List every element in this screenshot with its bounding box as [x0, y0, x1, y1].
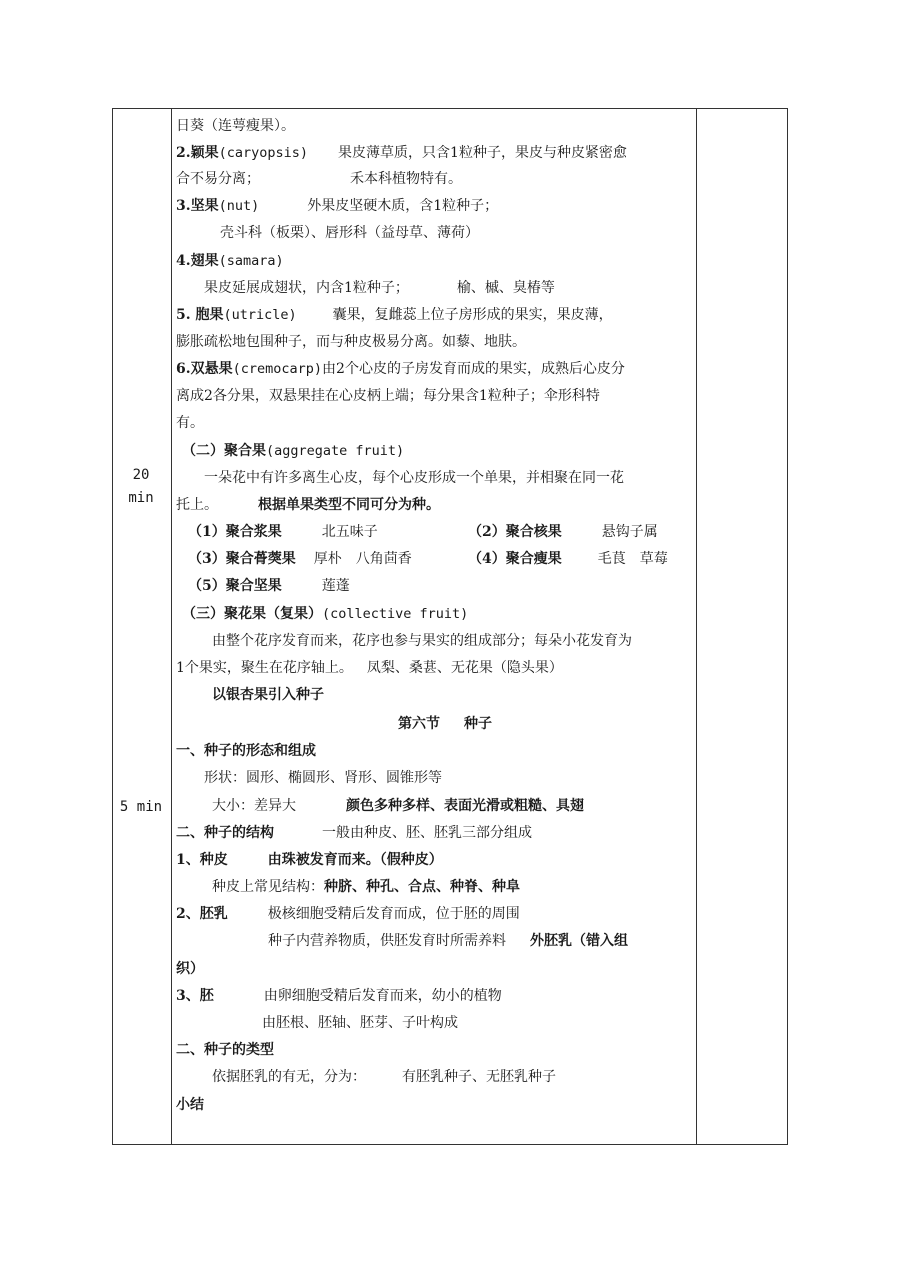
text-line: 5. 胞果(utricle) 囊果，复雌蕊上位子房形成的果实，果皮薄， [176, 307, 613, 323]
text-line: 膨胀疏松地包围种子，而与种皮极易分离。如藜、地肤。 [176, 334, 526, 350]
time-unit: min [128, 490, 154, 506]
text-line: 种子内营养物质，供胚发育时所需养料 外胚乳（错入组 [268, 933, 628, 949]
text-line: 2、胚乳 极核细胞受精后发育而成，位于胚的周围 [176, 906, 520, 922]
text-line: 托上。 根据单果类型不同可分为种。 [176, 497, 440, 513]
section-heading: 一、种子的形态和组成 [176, 743, 316, 759]
text-line: 织） [176, 961, 204, 977]
text-line: 依据胚乳的有无，分为： 有胚乳种子、无胚乳种子 [212, 1069, 556, 1085]
text-line: 果皮延展成翅状，内含1粒种子； 榆、槭、臭椿等 [204, 280, 555, 296]
text-line: 一朵花中有许多离生心皮，每个心皮形成一个单果，并相聚在同一花 [204, 470, 624, 486]
text-line: 大小：差异大 颜色多种多样、表面光滑或粗糙、具翅 [212, 798, 584, 814]
text-line: 3.坚果(nut) 外果皮坚硬木质，含1粒种子； [176, 198, 499, 214]
text-line: 3、胚 由卵细胞受精后发育而来，幼小的植物 [176, 988, 502, 1004]
text-line: 由整个花序发育而来，花序也参与果实的组成部分；每朵小花发育为 [212, 633, 632, 649]
chapter-heading: 第六节 种子 [398, 716, 492, 732]
text-line: （5）聚合坚果 莲蓬 [188, 578, 350, 594]
text-line: 小结 [176, 1097, 204, 1113]
text-line: 离成2各分果，双悬果挂在心皮柄上端；每分果含1粒种子；伞形科特 [176, 388, 600, 404]
text-line: 形状：圆形、椭圆形、肾形、圆锥形等 [204, 770, 442, 786]
time-value: 5 min [119, 799, 163, 815]
text-line: 有。 [176, 415, 204, 431]
text-line: 6.双悬果(cremocarp)由2个心皮的子房发育而成的果实，成熟后心皮分 [176, 361, 625, 377]
text-line: 壳斗科（板栗）、唇形科（益母草、薄荷） [220, 225, 479, 241]
time-cell-5min [112, 796, 170, 819]
text-line: 4.翅果(samara) [176, 253, 284, 269]
column-divider-time [171, 109, 172, 1144]
section-heading: （三）聚花果（复果）(collective fruit) [182, 606, 469, 622]
text-line: 2.颖果(caryopsis) 果皮薄草质，只含1粒种子，果皮与种皮紧密愈 [176, 145, 627, 161]
text-line: 1、种皮 由珠被发育而来。（假种皮） [176, 852, 443, 868]
text-line: 合不易分离； 禾本科植物特有。 [176, 171, 462, 187]
column-divider-notes [696, 109, 697, 1144]
text-line: 日葵（连萼瘦果）。 [176, 118, 295, 134]
section-heading: 二、种子的类型 [176, 1042, 274, 1058]
text-line: （3）聚合蓇葖果 厚朴 八角茴香 [188, 551, 412, 567]
text-line: （4）聚合瘦果 毛茛 草莓 [468, 551, 668, 567]
text-line: 1个果实，聚生在花序轴上。 凤梨、桑葚、无花果（隐头果） [176, 660, 563, 676]
text-line: 以银杏果引入种子 [212, 687, 324, 703]
time-cell-20min [112, 464, 170, 510]
section-heading: 二、种子的结构 一般由种皮、胚、胚乳三部分组成 [176, 825, 532, 841]
text-line: （2）聚合核果 悬钩子属 [468, 524, 658, 540]
text-line: 由胚根、胚轴、胚芽、子叶构成 [262, 1015, 458, 1031]
text-line: （1）聚合浆果 北五味子 [188, 524, 378, 540]
text-line: 种皮上常见结构：种脐、种孔、合点、种脊、种阜 [212, 879, 520, 895]
time-value: 20 [132, 467, 150, 483]
section-heading: （二）聚合果(aggregate fruit) [182, 443, 405, 459]
